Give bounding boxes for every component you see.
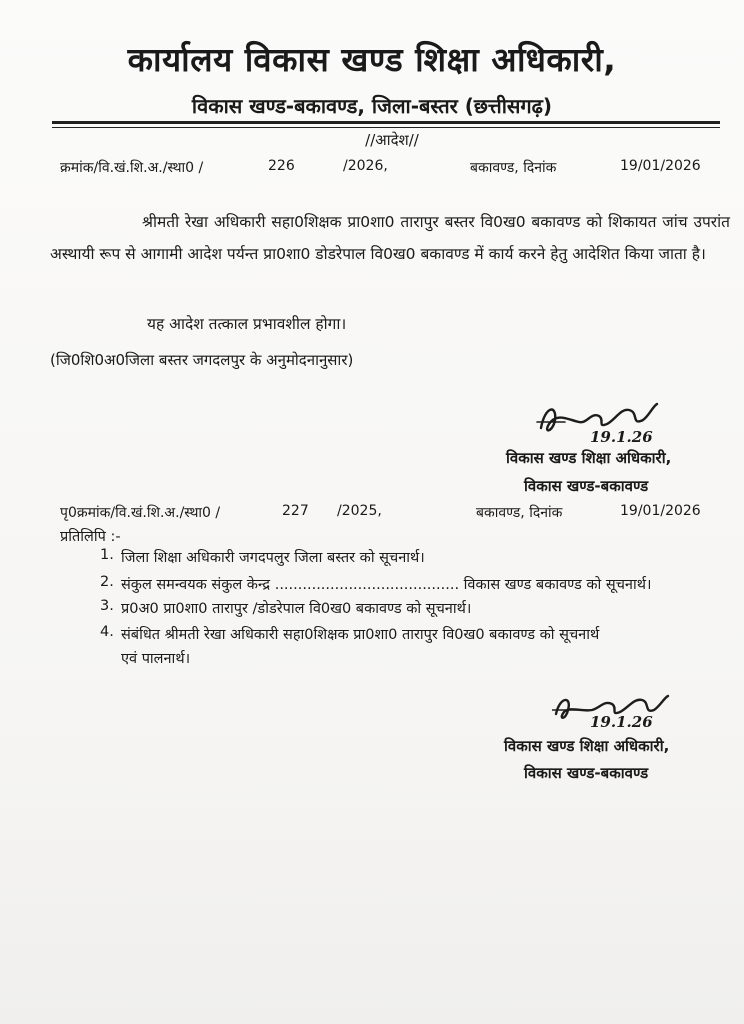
copy-label: प्रतिलिपि :- — [60, 529, 121, 545]
copy-item-3-text: प्र0अ0 प्रा0शा0 तारापुर /डोडरेपाल वि0ख0 बकावण्ड को सूचनार्थ। — [121, 601, 472, 617]
order-heading: //आदेश// — [365, 131, 419, 149]
signature-1-office: विकास खण्ड-बकावण्ड — [524, 477, 649, 495]
approval-note: (जि0शि0अ0जिला बस्तर जगदलपुर के अनुमोदनानुसार) — [50, 351, 354, 369]
header-rule-thin — [52, 127, 720, 128]
order-place-date-label: बकावण्ड, दिनांक — [470, 160, 557, 176]
header-rule-thick — [52, 121, 720, 124]
copy-item-1-text: जिला शिक्षा अधिकारी जगदपलुर जिला बस्तर को सूचनार्थ। — [121, 550, 425, 566]
office-title: कार्यालय विकास खण्ड शिक्षा अधिकारी, — [127, 40, 617, 79]
signature-2-date: 19.1.26 — [590, 713, 653, 731]
copy-item-1-number: 1. — [100, 547, 114, 563]
signature-2-designation: विकास खण्ड शिक्षा अधिकारी, — [504, 737, 670, 755]
office-subtitle: विकास खण्ड-बकावण्ड, जिला-बस्तर (छत्तीसगढ़) — [191, 94, 553, 118]
order-ref-number: 226 — [268, 158, 295, 174]
order-date: 19/01/2026 — [620, 158, 701, 174]
signature-1-designation: विकास खण्ड शिक्षा अधिकारी, — [506, 449, 672, 467]
signature-1-date: 19.1.26 — [590, 428, 653, 446]
order-ref-label: क्रमांक/वि.खं.शि.अ./स्था0 / — [60, 160, 204, 176]
endorsement-date: 19/01/2026 — [620, 503, 701, 519]
endorsement-ref-year: /2025, — [337, 503, 382, 519]
copy-item-3-number: 3. — [100, 598, 114, 614]
copy-item-4-continuation: एवं पालनार्थ। — [121, 651, 191, 667]
endorsement-ref-label: पृ0क्रमांक/वि.खं.शि.अ./स्था0 / — [60, 505, 221, 521]
copy-item-4-text: संबंधित श्रीमती रेखा अधिकारी सहा0शिक्षक प्रा0शा0 तारापुर वि0ख0 बकावण्ड को सूचनार्थ — [121, 627, 600, 643]
endorsement-ref-number: 227 — [282, 503, 309, 519]
copy-item-2-text: संकुल समन्वयक संकुल केन्द्र ........................................ विकास खण्ड बकावण्ड को सूचनार्थ। — [121, 577, 652, 593]
order-body-paragraph: श्रीमती रेखा अधिकारी सहा0शिक्षक प्रा0शा0 तारापुर बस्तर वि0ख0 बकावण्ड को शिकायत जांच उपरांत अस्थायी रूप से आगामी आदेश पर्यन्त प्रा0शा0 डोडरेपाल वि0ख0 बकावण्ड में कार्य करने हेतु आदेशित किया जाता है। — [50, 213, 730, 263]
copy-item-4-number: 4. — [100, 624, 114, 640]
copy-item-2-number: 2. — [100, 574, 114, 590]
signature-2-office: विकास खण्ड-बकावण्ड — [524, 764, 649, 782]
order-effect-line: यह आदेश तत्काल प्रभावशील होगा। — [147, 315, 347, 333]
endorsement-place-date-label: बकावण्ड, दिनांक — [476, 505, 563, 521]
order-ref-year: /2026, — [343, 158, 388, 174]
